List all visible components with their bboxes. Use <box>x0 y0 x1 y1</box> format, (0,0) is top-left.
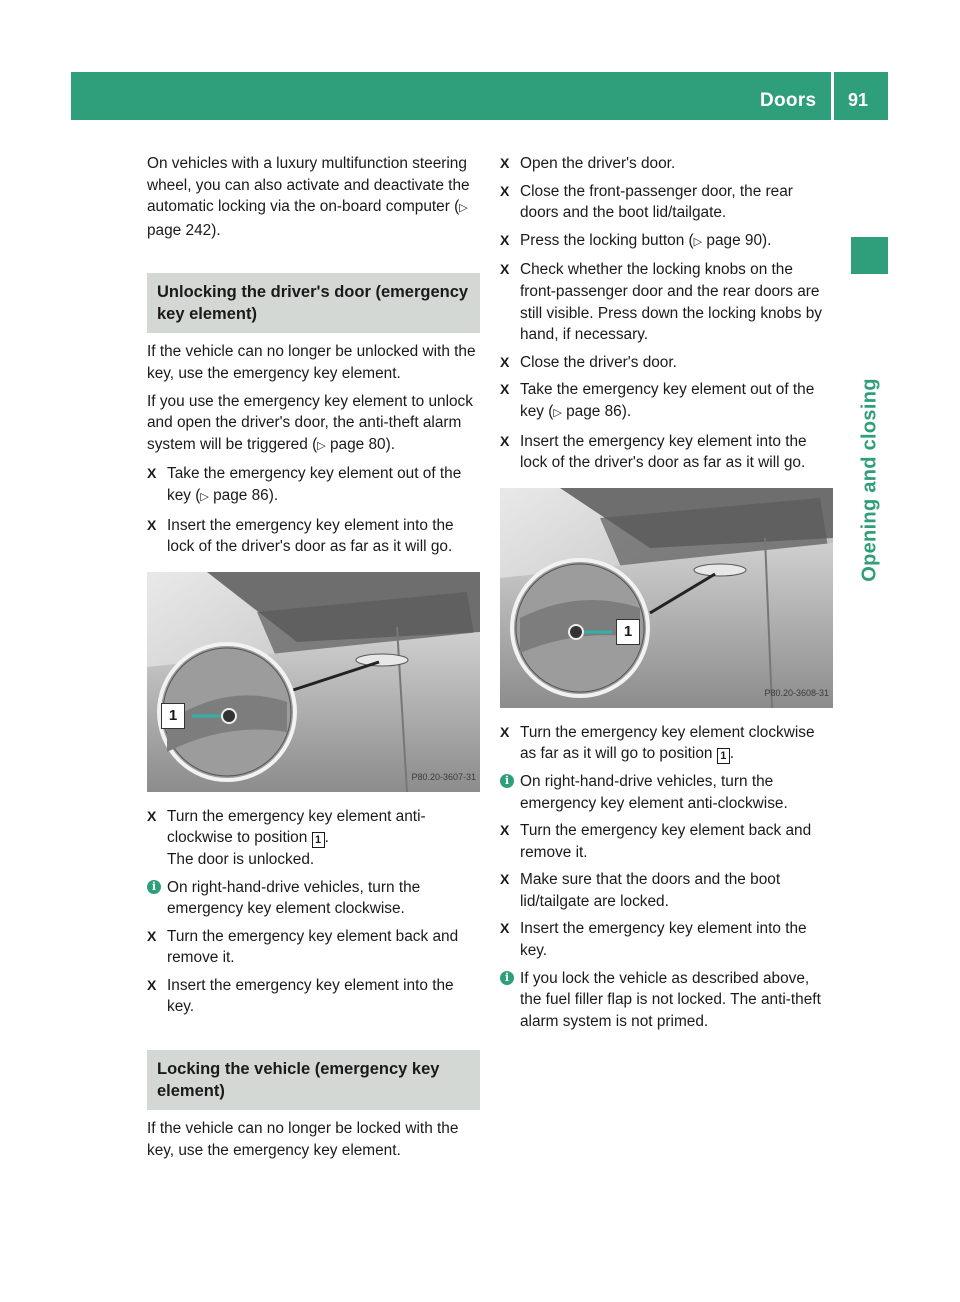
step-item: X Press the locking button (▷ page 90). <box>500 230 833 254</box>
step-item: X Turn the emergency key element back and remove it. <box>147 927 459 967</box>
page-reference-arrow-icon: ▷ <box>693 235 703 248</box>
x-step-icon: X <box>500 155 510 171</box>
x-step-icon: X <box>500 723 510 740</box>
step-item: X Check whether the locking knobs on the front-passenger door and the rear doors are still visible. Press down the locking knobs by hand, if necessary. <box>500 261 822 344</box>
step-item: X Insert the emergency key element into the key. <box>500 920 807 960</box>
page-reference-arrow-icon: ▷ <box>553 406 562 419</box>
step-item: X Make sure that the doors and the boot lid/tailgate are locked. <box>500 871 781 910</box>
x-step-icon: X <box>500 353 510 370</box>
section-heading-locking: Locking the vehicle (emergency key element) <box>147 1050 480 1110</box>
step-item: X Turn the emergency key element back and remove it. <box>500 822 812 861</box>
step-item: X Insert the emergency key element into the lock of the driver's door as far as it will go. <box>147 516 454 556</box>
step-item: X Turn the emergency key element anti-clockwise to position 1 . The door is unlocked. <box>147 807 426 868</box>
section-title: Doors <box>760 90 817 111</box>
step-item: X Take the emergency key element out of the key (▷ page 86). <box>500 381 815 420</box>
x-step-icon: X <box>500 920 510 937</box>
step-item: X Close the driver's door. <box>500 352 833 374</box>
paragraph: If the vehicle can no longer be unlocked with the key, use the emergency key element. <box>147 343 476 382</box>
position-number: 1 <box>312 832 325 848</box>
page-reference-arrow-icon: ▷ <box>459 202 468 215</box>
step-item: X Close the front-passenger door, the rear doors and the boot lid/tailgate. <box>500 182 793 222</box>
info-note: i If you lock the vehicle as described above, the fuel filler flap is not locked. The anti-theft alarm system is not primed. <box>500 968 833 1033</box>
figure-code: P80.20-3607-31 <box>411 772 476 783</box>
step-item: X Take the emergency key element out of the key (▷ page 86). <box>147 465 462 504</box>
left-column <box>147 153 480 1167</box>
header-separator <box>831 72 834 120</box>
info-note: i On right-hand-drive vehicles, turn the emergency key element clockwise. <box>147 877 480 920</box>
x-step-icon: X <box>500 261 510 278</box>
x-step-icon: X <box>500 871 510 888</box>
x-step-icon: X <box>500 231 510 248</box>
intro-paragraph: On vehicles with a luxury multifunction steering wheel, you can also activate and deactivate the automatic locking via the on-board computer (▷ page 242). <box>147 155 470 239</box>
step-item: X Turn the emergency key element clockwise as far as it will go to position 1 . <box>500 723 815 763</box>
step-item: X Insert the emergency key element into the lock of the driver's door as far as it will go. <box>500 432 807 472</box>
x-step-icon: X <box>147 516 157 533</box>
paragraph: If the vehicle can no longer be locked with the key, use the emergency key element. <box>147 1120 459 1159</box>
section-heading-unlocking: Unlocking the driver's door (emergency key element) <box>147 273 480 333</box>
figure-callout: 1 <box>161 703 185 729</box>
x-step-icon: X <box>500 432 510 449</box>
page-reference-arrow-icon: ▷ <box>200 490 209 503</box>
x-step-icon: X <box>500 822 510 839</box>
door-lock-figure-left <box>147 572 480 792</box>
figure-code: P80.20-3608-31 <box>764 688 829 699</box>
figure-callout: 1 <box>616 619 640 645</box>
page-reference-arrow-icon: ▷ <box>317 439 326 452</box>
step-item: X Open the driver's door. <box>500 153 833 175</box>
chapter-marker <box>851 237 888 274</box>
right-column <box>500 153 833 1038</box>
x-step-icon: X <box>147 807 157 824</box>
door-lock-figure-right <box>500 488 833 708</box>
x-step-icon: X <box>500 381 510 398</box>
chapter-tab-label: Opening and closing <box>858 378 881 582</box>
paragraph: If you use the emergency key element to unlock and open the driver's door, the anti-theft alarm system will be triggered (▷ page 80). <box>147 392 473 453</box>
chapter-tab <box>852 300 888 660</box>
info-icon: i <box>147 880 161 894</box>
page-number: 91 <box>848 90 869 110</box>
x-step-icon: X <box>147 976 157 993</box>
x-step-icon: X <box>147 927 157 944</box>
x-step-icon: X <box>147 465 157 482</box>
info-icon: i <box>500 971 514 985</box>
info-icon: i <box>500 774 514 788</box>
step-item: X Insert the emergency key element into the key. <box>147 976 454 1016</box>
x-step-icon: X <box>500 182 510 199</box>
info-note: i On right-hand-drive vehicles, turn the emergency key element anti-clockwise. <box>500 771 833 814</box>
position-number: 1 <box>717 748 730 764</box>
